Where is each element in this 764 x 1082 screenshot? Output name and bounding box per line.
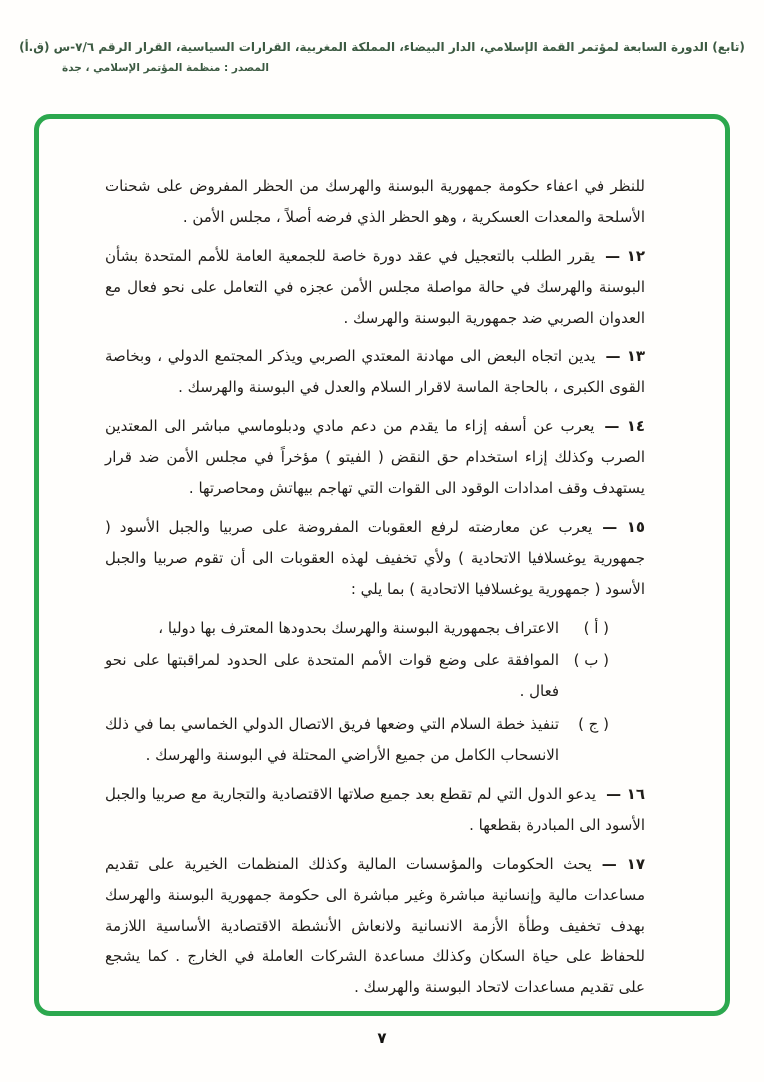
item-number: ١٤ — bbox=[604, 417, 645, 436]
resolution-item-15 bbox=[105, 512, 645, 605]
sub-item-b bbox=[105, 645, 609, 707]
sub-item-c bbox=[105, 709, 609, 771]
sub-item-text: الموافقة على وضع قوات الأمم المتحدة على الحدود لمراقبتها على نحو فعال . bbox=[105, 651, 559, 701]
document-body bbox=[39, 119, 725, 1003]
item-text: يحث الحكومات والمؤسسات المالية وكذلك المنظمات الخيرية على تقديم مساعدات مالية وإنسانية مباشرة وغير مباشرة الى حكومة جمهورية البوسنة والهرسك بهدف تخفيف وطأة الأزمة الانسانية ولانعاش الأنشطة الاقتصادية الأساسية اللازمة للحفاظ على حياة السكان وكذلك مساعدة الشركات العاملة في الخارج . كما يشجع على تقديم مساعدات لاتحاد البوسنة والهرسك . bbox=[105, 854, 645, 997]
sub-item-text: الاعتراف بجمهورية البوسنة والهرسك بحدودها المعترف بها دوليا ، bbox=[158, 618, 559, 637]
intro-paragraph: للنظر في اعفاء حكومة جمهورية البوسنة والهرسك من الحظر المفروض على شحنات الأسلحة والمعدات العسكرية ، وهو الحظر الذي فرضه أصلاً ، مجلس الأمن . bbox=[105, 177, 645, 226]
item-number: ١٢ — bbox=[605, 246, 645, 265]
resolution-item-14 bbox=[105, 411, 645, 504]
item-number: ١٧ — bbox=[601, 854, 645, 873]
resolution-item-13 bbox=[105, 341, 645, 403]
item-number: ١٥ — bbox=[602, 517, 645, 536]
resolution-item-16 bbox=[105, 779, 645, 841]
item-number: ١٦ — bbox=[606, 785, 645, 804]
sub-item-label: ( أ ) bbox=[583, 618, 609, 637]
resolution-item-17 bbox=[105, 849, 645, 1003]
item-number: ١٣ — bbox=[605, 347, 645, 366]
item-text: يدين اتجاه البعض الى مهادنة المعتدي الصربي ويذكر المجتمع الدولي ، وبخاصة القوى الكبرى ، بالحاجة الماسة لاقرار السلام والعدل في البوسنة والهرسك . bbox=[105, 347, 645, 397]
sub-item-text: تنفيذ خطة السلام التي وضعها فريق الاتصال الدولي الخماسي بما في ذلك الانسحاب الكامل من جميع الأراضي المحتلة في البوسنة والهرسك . bbox=[105, 715, 559, 765]
sub-items bbox=[105, 613, 645, 771]
sub-item-label: ( ج ) bbox=[578, 715, 609, 734]
item-text: يعرب عن أسفه إزاء ما يقدم من دعم مادي ودبلوماسي مباشر الى المعتدين الصرب وكذلك إزاء استخدام حق النقض ( الفيتو ) مؤخراً في مجلس الأمن ضد قرار يستهدف وقف امدادات الوقود الى القوات التي تهاجم بيهاتش ومحاصرتها . bbox=[105, 417, 645, 498]
item-text: يقرر الطلب بالتعجيل في عقد دورة خاصة للجمعية العامة للأمم المتحدة بشأن البوسنة والهرسك في حالة مواصلة مجلس الأمن عجزه في التعامل على نحو فعال مع العدوان الصربي ضد جمهورية البوسنة والهرسك . bbox=[105, 246, 645, 327]
resolution-item-12 bbox=[105, 241, 645, 334]
item-text: يعرب عن معارضته لرفع العقوبات المفروضة على صربيا والجبل الأسود ( جمهورية يوغسلافيا الاتحادية ) ولأي تخفيف لهذه العقوبات الى أن تقوم صربيا والجبل الأسود ( جمهورية يوغسلافيا الاتحادية ) بما يلي : bbox=[105, 517, 645, 598]
page-number: ٧ bbox=[377, 1029, 387, 1047]
sub-item-a bbox=[105, 613, 609, 644]
item-text: يدعو الدول التي لم تقطع بعد جميع صلاتها الاقتصادية والتجارية مع صربيا والجبل الأسود الى المبادرة بقطعها . bbox=[105, 785, 645, 834]
document-header bbox=[0, 40, 764, 74]
sub-item-label: ( ب ) bbox=[573, 651, 609, 670]
header-source: المصدر : منظمة المؤتمر الإسلامي ، جدة bbox=[62, 62, 269, 74]
header-title: (تابع) الدورة السابعة لمؤتمر القمة الإسلامي، الدار البيضاء، المملكة المغربية، القرارات السياسية، القرار الرقم ٧/٦-س (ق.أ) bbox=[19, 40, 745, 54]
green-frame bbox=[34, 114, 730, 1016]
page-footer bbox=[0, 1029, 764, 1047]
